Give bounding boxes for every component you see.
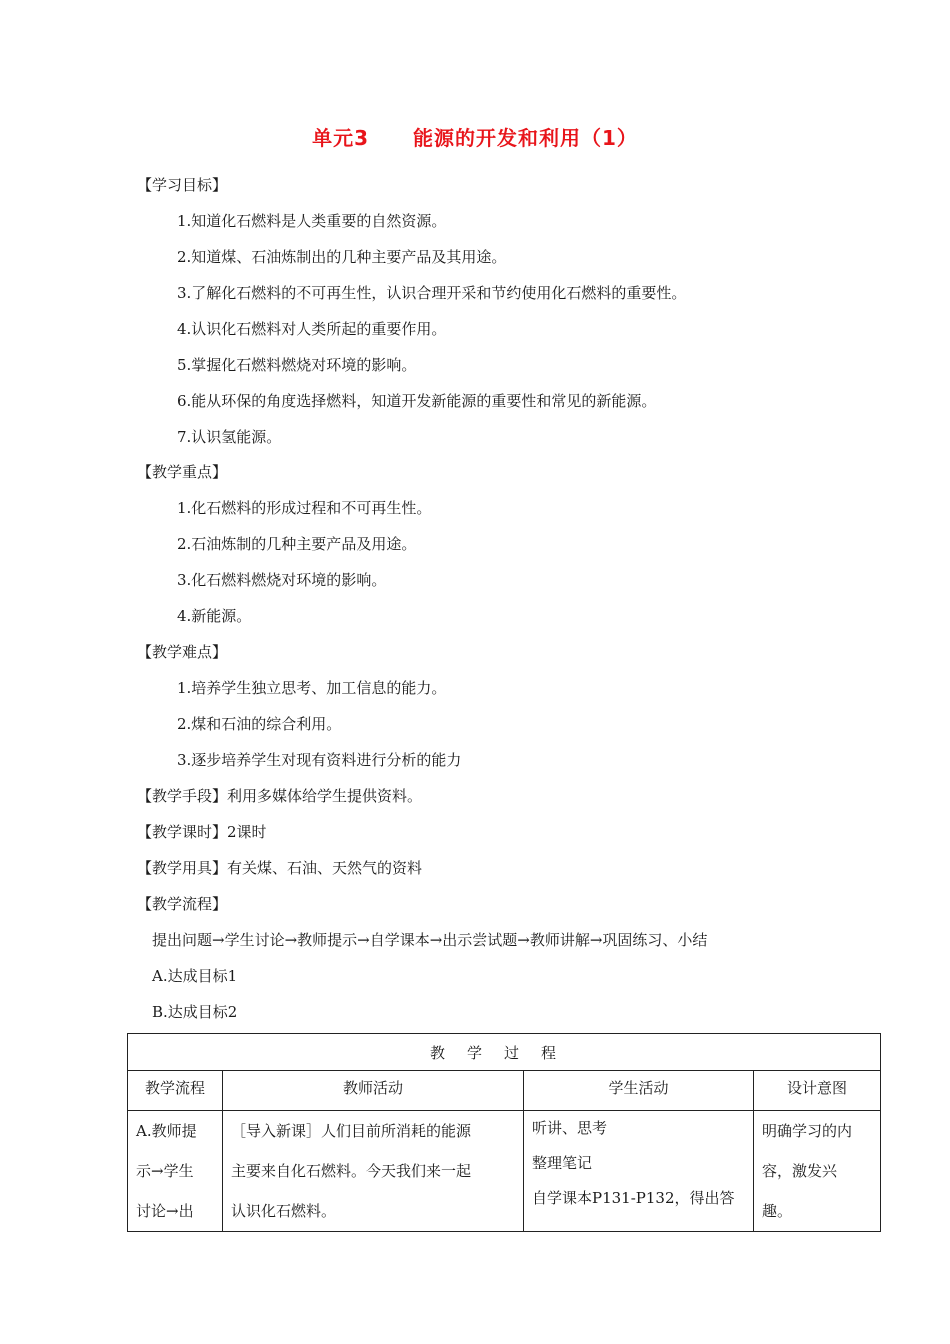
objective-item: 4.认识化石燃料对人类所起的重要作用。 — [177, 320, 447, 338]
key-point-item: 4.新能源。 — [177, 607, 252, 625]
teaching-process-table — [127, 1033, 881, 1232]
teaching-tools: 【教学用具】有关煤、石油、天然气的资料 — [137, 859, 423, 877]
unit-label: 单元3 — [312, 126, 369, 150]
flow-cell: A.教师提 示→学生 讨论→出 — [128, 1111, 223, 1232]
table-row — [128, 1111, 881, 1232]
design-intent-cell: 明确学习的内 容，激发兴 趣。 — [754, 1111, 881, 1232]
column-header: 设计意图 — [754, 1071, 881, 1111]
column-header: 教学流程 — [128, 1071, 223, 1111]
teacher-activity-cell: ［导入新课］人们目前所消耗的能源 主要来自化石燃料。今天我们来一起 认识化石燃料。 — [223, 1111, 524, 1232]
key-points-heading: 【教学重点】 — [137, 463, 228, 481]
key-point-item: 2.石油炼制的几种主要产品及用途。 — [177, 535, 417, 553]
teaching-means: 【教学手段】利用多媒体给学生提供资料。 — [137, 787, 423, 805]
key-point-item: 3.化石燃料燃烧对环境的影响。 — [177, 571, 387, 589]
difficulties-heading: 【教学难点】 — [137, 643, 228, 661]
objective-item: 6.能从环保的角度选择燃料，知道开发新能源的重要性和常见的新能源。 — [177, 392, 657, 410]
difficulty-item: 3.逐步培养学生对现有资料进行分析的能力 — [177, 751, 462, 769]
flow-heading: 【教学流程】 — [137, 895, 228, 913]
column-header: 学生活动 — [524, 1071, 754, 1111]
column-header: 教师活动 — [223, 1071, 524, 1111]
student-activity-cell: 听讲、思考 整理笔记 自学课本P131-P132，得出答 — [524, 1111, 754, 1232]
objective-item: 1.知道化石燃料是人类重要的自然资源。 — [177, 212, 447, 230]
key-point-item: 1.化石燃料的形成过程和不可再生性。 — [177, 499, 432, 517]
objective-item: 2.知道煤、石油炼制出的几种主要产品及其用途。 — [177, 248, 507, 266]
page-title — [0, 122, 950, 151]
unit-name: 能源的开发和利用（1） — [413, 126, 638, 150]
difficulty-item: 1.培养学生独立思考、加工信息的能力。 — [177, 679, 447, 697]
objective-item: 7.认识氢能源。 — [177, 428, 282, 446]
objective-item: 3.了解化石燃料的不可再生性，认识合理开采和节约使用化石燃料的重要性。 — [177, 284, 687, 302]
flow-sequence: 提出问题→学生讨论→教师提示→自学课本→出示尝试题→教师讲解→巩固练习、小结 — [152, 931, 708, 949]
flow-target-b: B.达成目标2 — [152, 1003, 238, 1021]
objective-item: 5.掌握化石燃料燃烧对环境的影响。 — [177, 356, 417, 374]
teaching-hours: 【教学课时】2课时 — [137, 823, 267, 841]
flow-target-a: A.达成目标1 — [152, 967, 238, 985]
difficulty-item: 2.煤和石油的综合利用。 — [177, 715, 342, 733]
objectives-heading: 【学习目标】 — [137, 176, 228, 194]
table-caption: 教学过程 — [128, 1034, 881, 1071]
